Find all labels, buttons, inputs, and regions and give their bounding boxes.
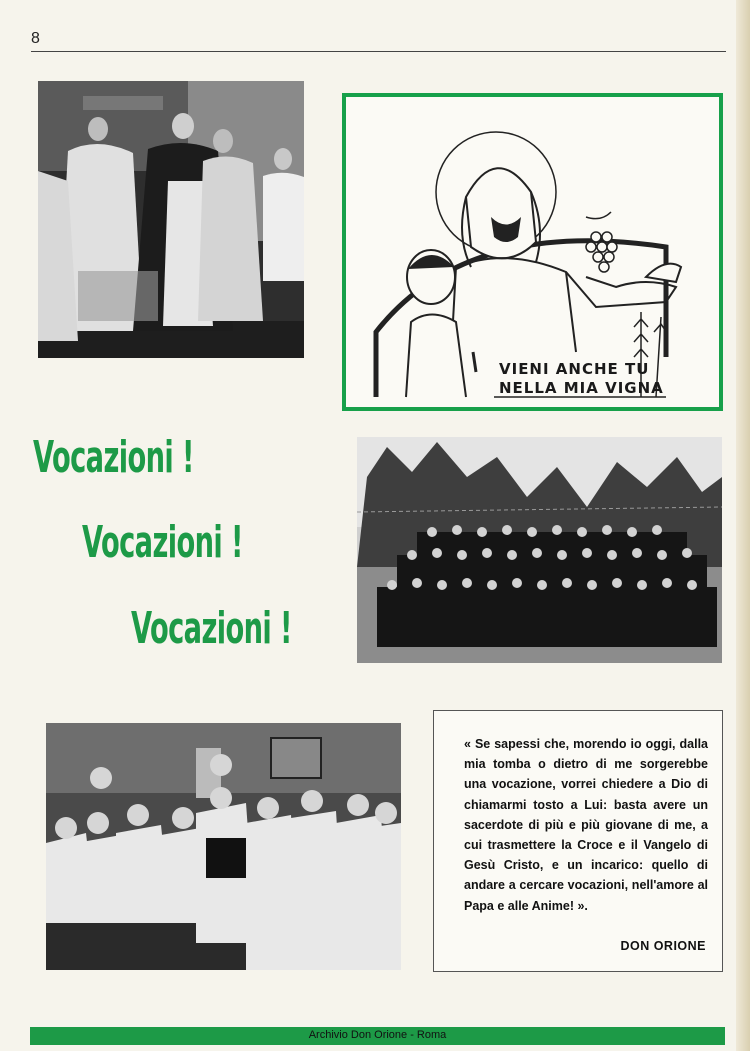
illustration-caption-line1: VIENI ANCHE TU [499,360,650,378]
quote-author: DON ORIONE [620,939,706,953]
footer-archive-label: Archivio Don Orione - Roma [308,1029,447,1041]
headline-line-2: Vocazioni ! [82,517,243,568]
page-number: 8 [31,30,40,47]
footer-bar [30,1027,725,1045]
altar-boys-photo [46,723,401,970]
quote-text: « Se sapessi che, morendo io oggi, dalla mia tomba o dietro di me sorgerebbe una vocazione, vorrei chiedere a Dio di chiamarmi tosto a Lui: basta avere un sacerdote di più e più giovane di me, a cui trasmettere la Croce e il Vangelo di Gesù Cristo, e un incarico: quello di andare a cercare vocazioni, nell'amore al Papa e alle Anime! ». [464,737,708,913]
top-rule [31,51,726,52]
illustration-caption-line2: NELLA MIA VIGNA [499,379,664,397]
headline-line-1: Vocazioni ! [33,432,194,483]
vineyard-illustration [342,93,723,411]
headline-line-3: Vocazioni ! [131,603,292,654]
page-edge [736,0,750,1051]
quote-box [433,710,723,972]
group-photo [357,437,722,663]
ceremony-photo [38,81,304,358]
